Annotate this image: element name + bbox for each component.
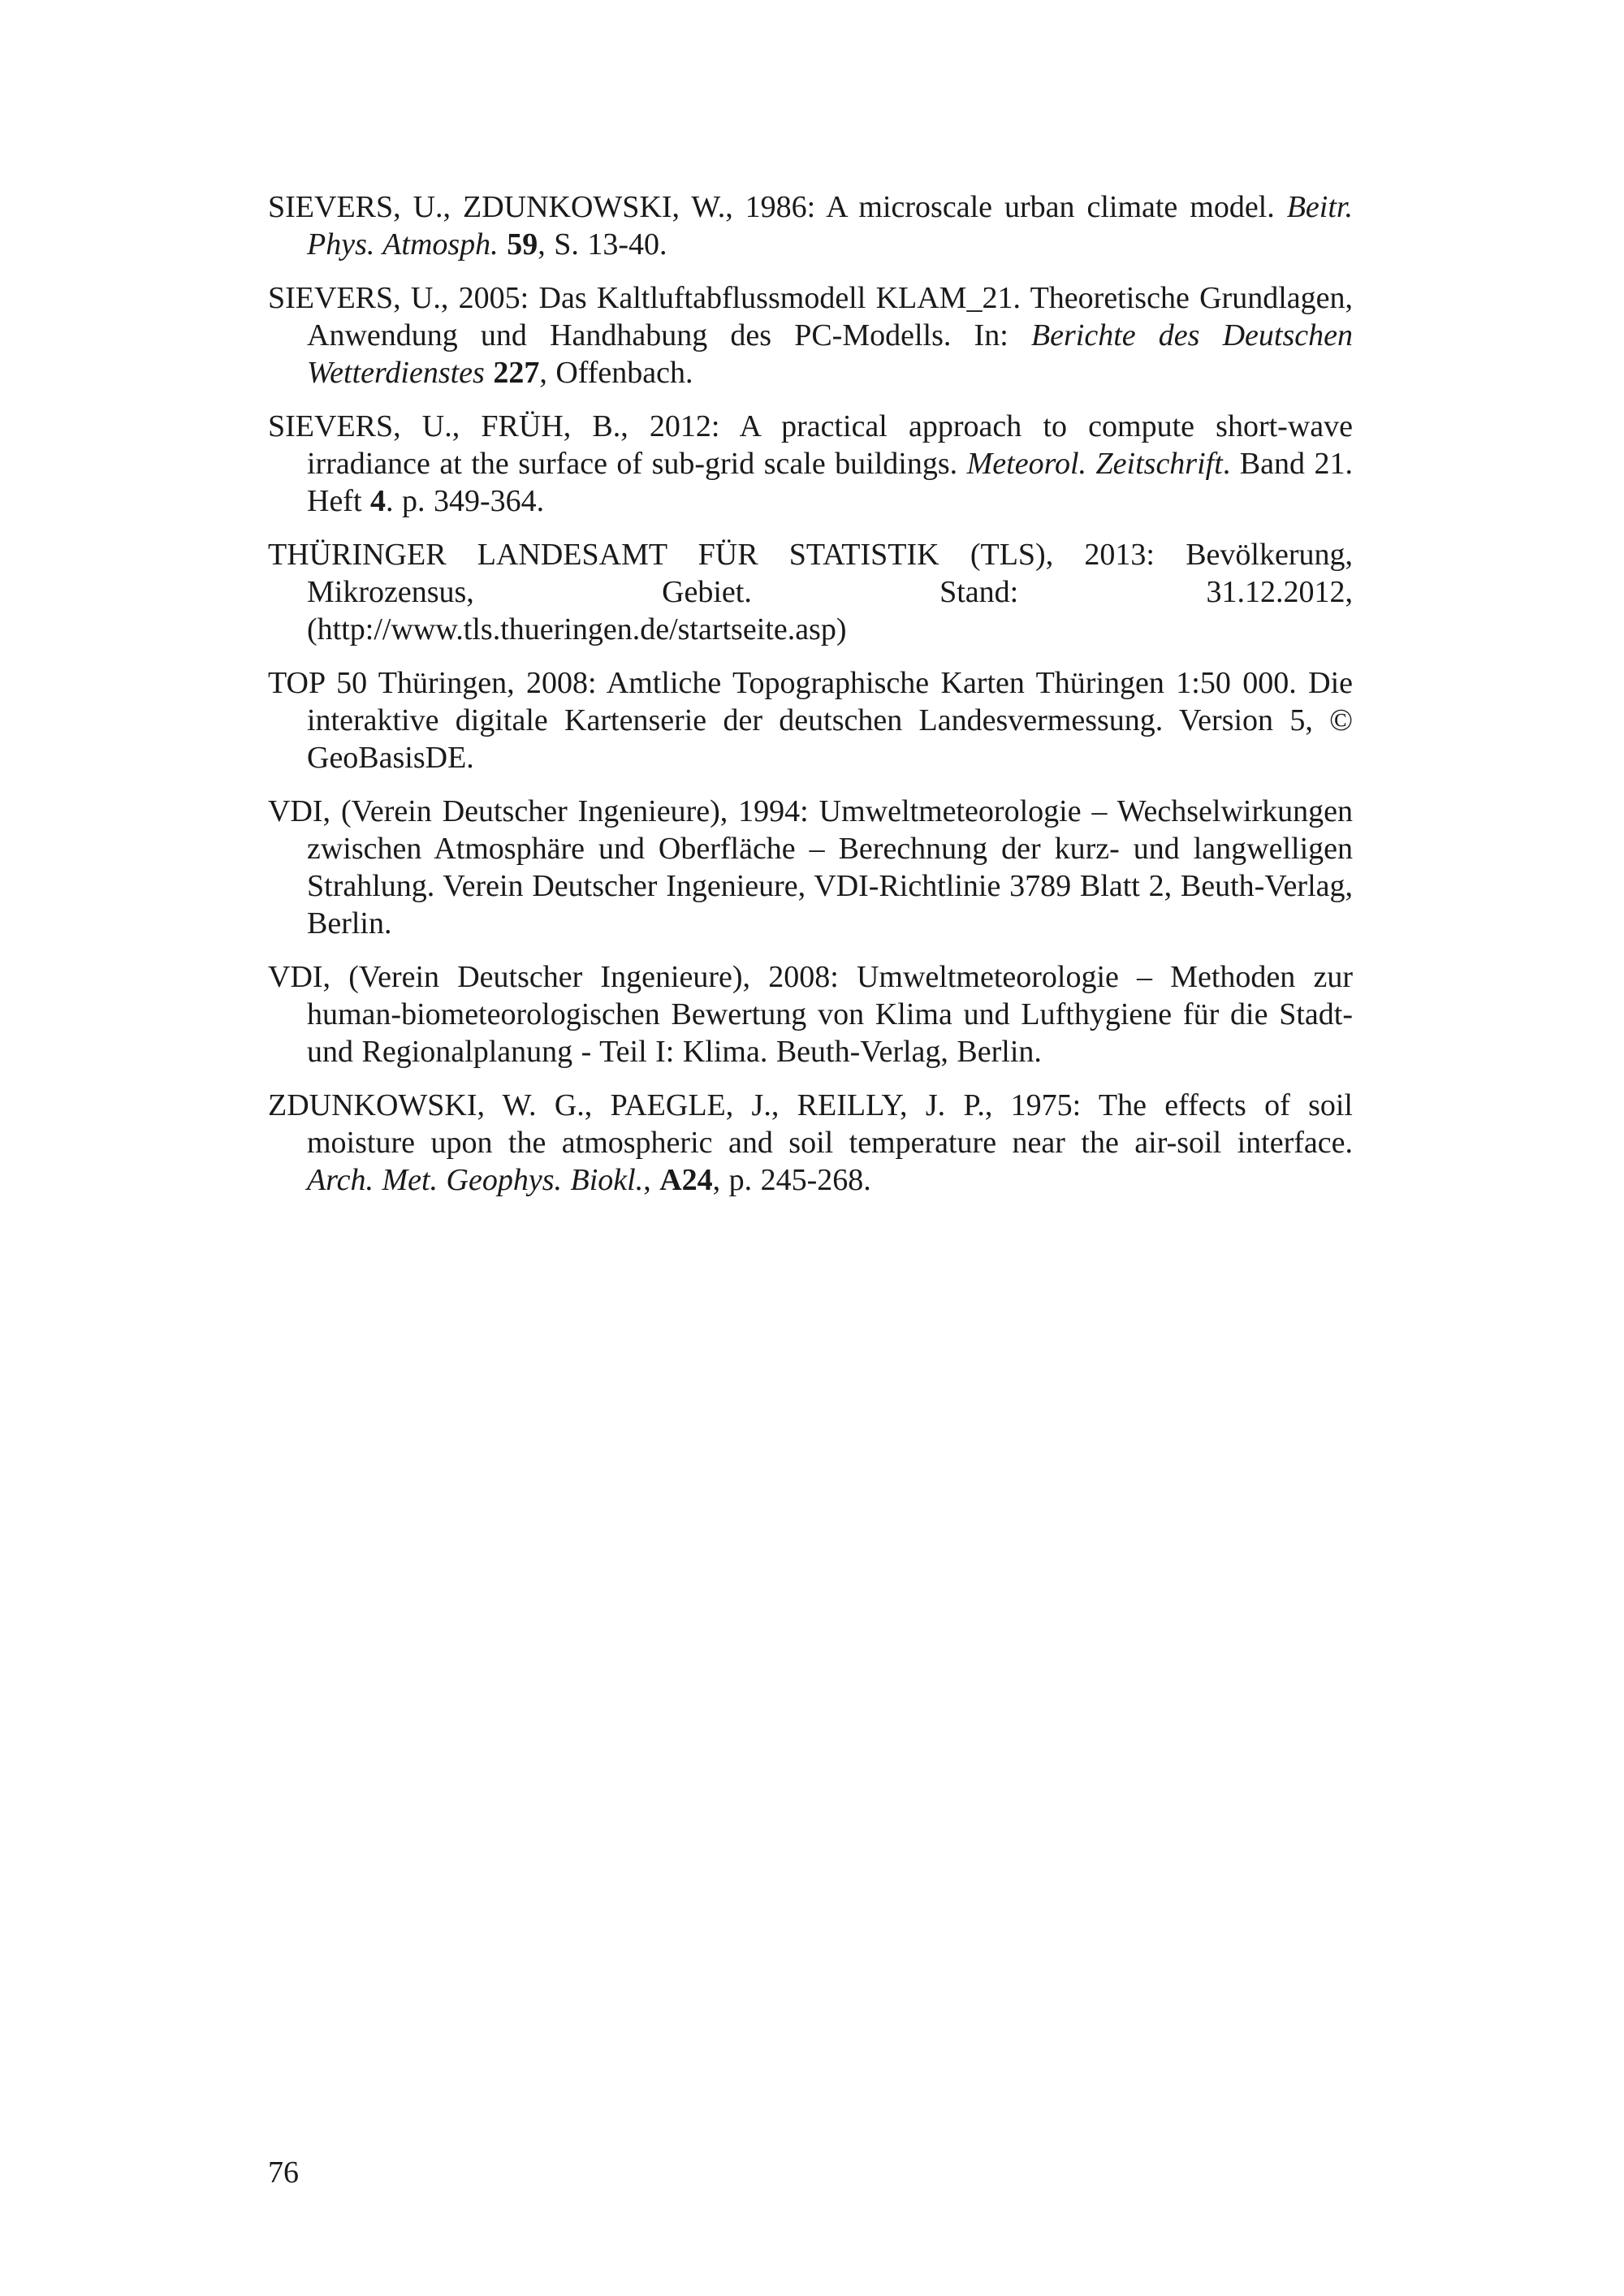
reference-segment: THÜRINGER LANDESAMT FÜR STATISTIK (TLS), 2013: Bevölkerung, Mikrozensus, Gebiet. Stand: 31.12.2012, (http://www.tls.thueringen.de/startseite.asp) [268,538,1353,646]
reference-segment: VDI, (Verein Deutscher Ingenieure), 1994: Umweltmeteorologie – Wechselwirkungen zwischen Atmosphäre und Oberfläche – Berechnung der kurz- und langwelligen Strahlung. Verein Deutscher Ingenieure, VDI-Richtlinie 3789 Blatt 2, Beuth-Verlag, Berlin. [268,794,1353,940]
reference-segment: SIEVERS, U., 2005: Das Kaltluftabflussmodell KLAM_21. Theoretische Grundlagen, Anwendung und Handhabung des PC-Modells. In: [268,281,1353,352]
reference-item [268,793,1353,942]
reference-segment-bold: 59 [507,227,538,262]
reference-item [268,536,1353,648]
references-list [268,188,1353,1215]
reference-segment: SIEVERS, U., ZDUNKOWSKI, W., 1986: A microscale urban climate model. [268,190,1287,224]
reference-item [268,664,1353,776]
reference-segment [485,356,494,390]
reference-segment: , p. 245-268. [712,1163,871,1197]
reference-item [268,279,1353,391]
reference-segment-italic: Arch. Met. Geophys. Biokl. [307,1163,644,1197]
reference-segment: , Offenbach. [539,356,693,390]
reference-segment: VDI, (Verein Deutscher Ingenieure), 2008: Umweltmeteorologie – Methoden zur human-biometeorologischen Bewertung von Klima und Lufthygiene für die Stadt- und Regionalplanung - Teil I: Klima. Beuth-Verlag, Berlin. [268,960,1353,1069]
reference-segment-bold: 227 [493,356,540,390]
reference-segment: ZDUNKOWSKI, W. G., PAEGLE, J., REILLY, J. P., 1975: The effects of soil moisture upon the atmospheric and soil temperature near the air-soil interface. [268,1088,1353,1160]
reference-segment: SIEVERS, U., FRÜH, B., 2012: A practical approach to compute short-wave irradiance at the surface of sub-grid scale buildings. [268,409,1353,481]
page-number: 76 [268,2155,299,2190]
reference-segment: , S. 13-40. [538,227,667,262]
reference-segment: . p. 349-364. [386,484,545,518]
reference-segment-italic: Beitr. Phys. Atmosph. [307,190,1353,262]
reference-segment: TOP 50 Thüringen, 2008: Amtliche Topographische Karten Thüringen 1:50 000. Die interaktive digitale Kartenserie der deutschen Landesvermessung. Version 5, © GeoBasisDE. [268,666,1353,775]
reference-item [268,188,1353,263]
reference-segment [499,227,508,262]
reference-segment-italic: Berichte des Deutschen Wetterdienstes [307,318,1353,390]
reference-segment: , [643,1163,660,1197]
reference-segment-bold: A24 [659,1163,713,1197]
reference-item [268,1087,1353,1199]
reference-segment-italic: Meteorol. Zeitschrift [966,447,1223,481]
reference-item [268,408,1353,520]
reference-segment-bold: 4 [370,484,387,518]
reference-segment: . Band 21. Heft [307,447,1353,518]
reference-item [268,958,1353,1070]
